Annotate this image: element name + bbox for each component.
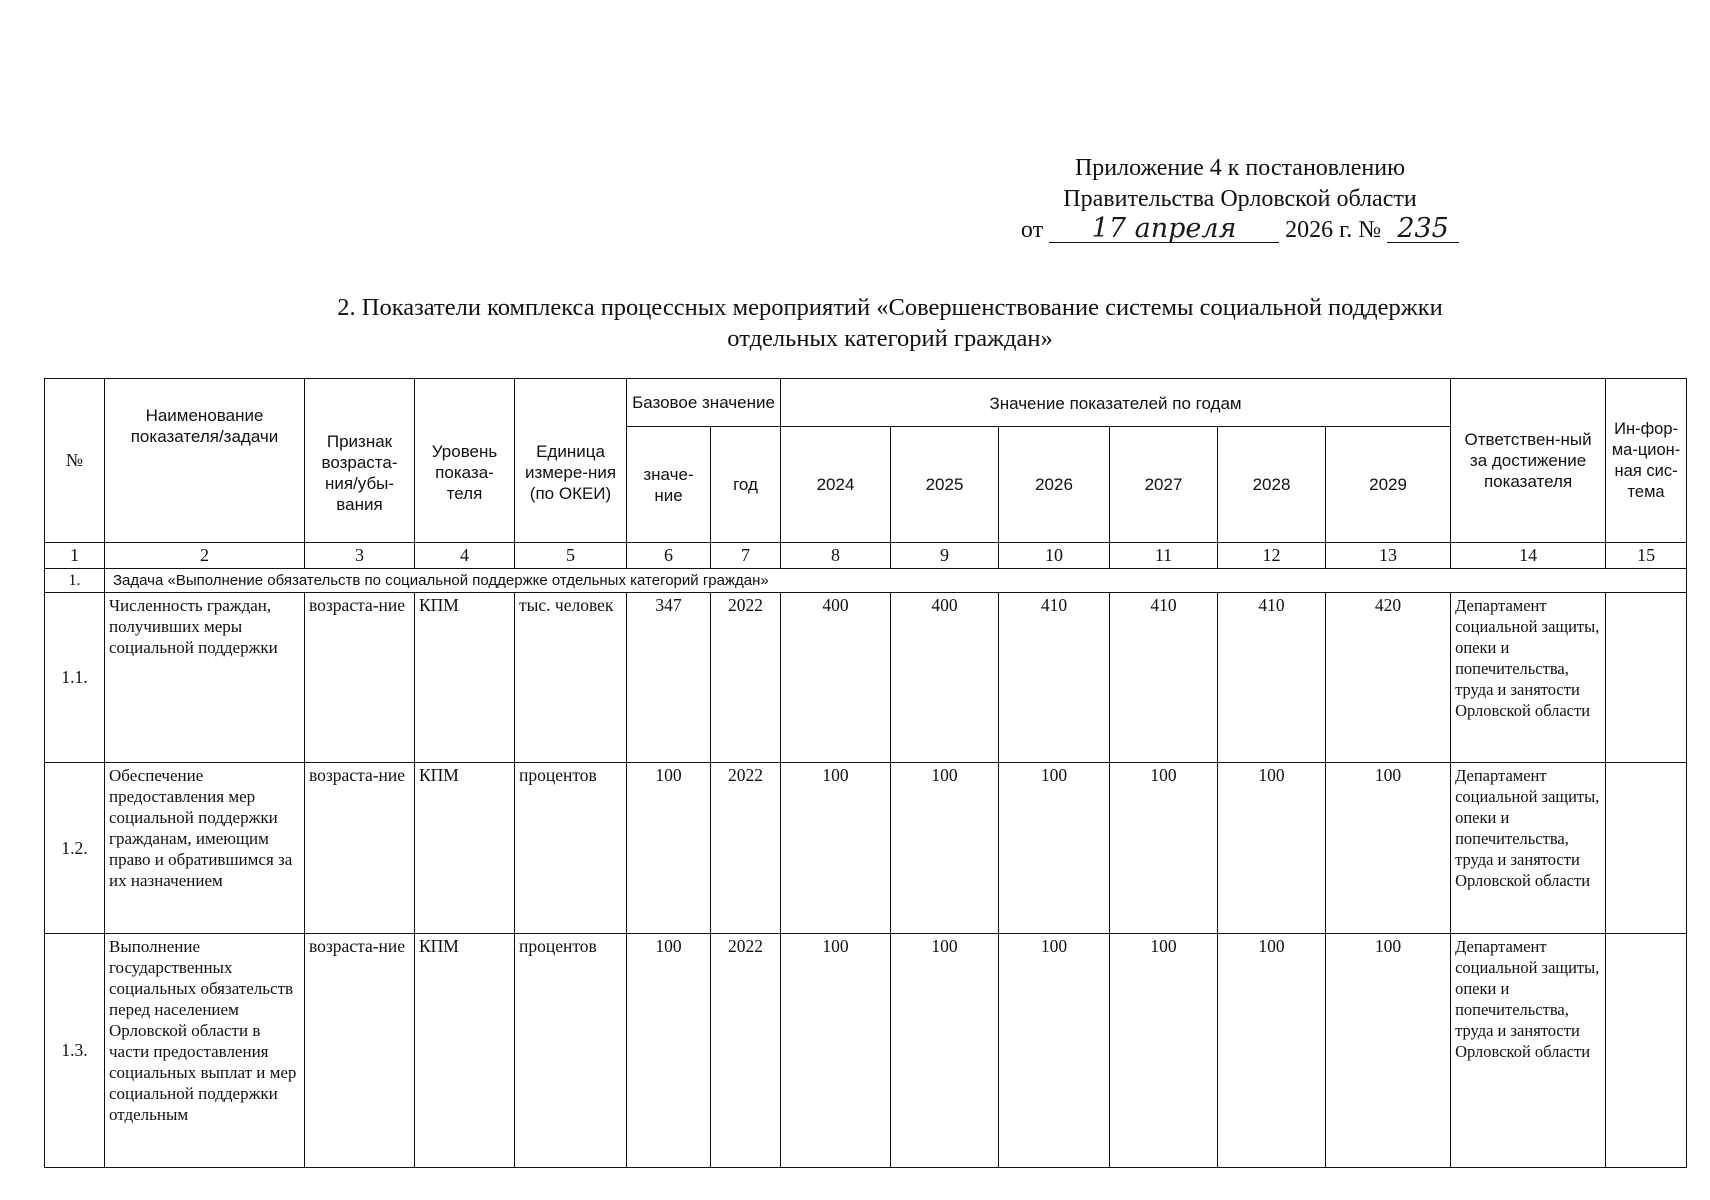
header-2026: 2026	[999, 427, 1110, 543]
row-base-year: 2022	[711, 763, 781, 933]
colnum: 4	[415, 543, 515, 569]
row-trend: возраста-ние	[305, 763, 415, 933]
colnum: 9	[891, 543, 999, 569]
row-info-system	[1606, 933, 1687, 1167]
header-base-value: значе-ние	[627, 427, 711, 543]
header-2024: 2024	[781, 427, 891, 543]
header-responsible: Ответствен-ный за достижение показателя	[1451, 379, 1606, 543]
row-2027: 100	[1110, 763, 1218, 933]
header-info-system: Ин-фор-ма-цион-ная сис-тема	[1606, 379, 1687, 543]
handwritten-number: 235	[1387, 216, 1459, 243]
header-2025: 2025	[891, 427, 999, 543]
row-2026: 410	[999, 593, 1110, 763]
row-2029: 420	[1326, 593, 1451, 763]
colnum: 1	[45, 543, 105, 569]
row-trend: возраста-ние	[305, 933, 415, 1167]
appendix-date-line	[1000, 215, 1480, 246]
row-base-year: 2022	[711, 933, 781, 1167]
row-base-value: 100	[627, 763, 711, 933]
row-info-system	[1606, 593, 1687, 763]
row-2028: 100	[1218, 763, 1326, 933]
year-text: 2026 г. №	[1285, 217, 1382, 243]
row-2025: 100	[891, 763, 999, 933]
row-level: КПМ	[415, 593, 515, 763]
colnum: 12	[1218, 543, 1326, 569]
colnum: 6	[627, 543, 711, 569]
table-row	[45, 593, 1687, 763]
row-2024: 100	[781, 763, 891, 933]
row-2024: 100	[781, 933, 891, 1167]
table-row	[45, 933, 1687, 1167]
colnum: 13	[1326, 543, 1451, 569]
colnum: 5	[515, 543, 627, 569]
task-row	[45, 569, 1687, 593]
indicators-table	[44, 378, 1687, 1168]
colnum: 10	[999, 543, 1110, 569]
handwritten-date: 17 апреля	[1049, 216, 1279, 243]
appendix-line-2: Правительства Орловской области	[1063, 186, 1417, 212]
appendix-line-1: Приложение 4 к постановлению	[1074, 155, 1406, 181]
row-trend: возраста-ние	[305, 593, 415, 763]
row-num: 1.1.	[45, 593, 105, 763]
row-num: 1.3.	[45, 933, 105, 1167]
row-responsible: Департамент социальной защиты, опеки и попечительства, труда и занятости Орловской области	[1451, 933, 1606, 1167]
header-base: Базовое значение	[627, 379, 781, 427]
row-name: Численность граждан, получивших меры социальной поддержки	[105, 593, 305, 763]
colnum: 15	[1606, 543, 1687, 569]
task-num: 1.	[45, 569, 105, 593]
row-unit: процентов	[515, 763, 627, 933]
row-2029: 100	[1326, 933, 1451, 1167]
header-level: Уровень показа-теля	[415, 379, 515, 543]
row-2026: 100	[999, 763, 1110, 933]
colnum: 3	[305, 543, 415, 569]
colnum: 14	[1451, 543, 1606, 569]
row-unit: процентов	[515, 933, 627, 1167]
row-2025: 400	[891, 593, 999, 763]
row-name: Обеспечение предоставления мер социальной поддержки гражданам, имеющим право и обратившимся за их назначением	[105, 763, 305, 933]
row-level: КПМ	[415, 933, 515, 1167]
document-title	[180, 292, 1600, 354]
colnum: 2	[105, 543, 305, 569]
row-2029: 100	[1326, 763, 1451, 933]
header-years-group: Значение показателей по годам	[781, 379, 1451, 427]
header-base-year: год	[711, 427, 781, 543]
row-num: 1.2.	[45, 763, 105, 933]
header-trend: Признак возраста-ния/убы-вания	[305, 379, 415, 543]
colnum: 8	[781, 543, 891, 569]
row-2026: 100	[999, 933, 1110, 1167]
title-line-2: отдельных категорий граждан»	[727, 325, 1053, 352]
row-unit: тыс. человек	[515, 593, 627, 763]
header-unit: Единица измере-ния (по ОКЕИ)	[515, 379, 627, 543]
row-2027: 410	[1110, 593, 1218, 763]
column-number-row	[45, 543, 1687, 569]
row-responsible: Департамент социальной защиты, опеки и попечительства, труда и занятости Орловской области	[1451, 763, 1606, 933]
row-2028: 100	[1218, 933, 1326, 1167]
header-name: Наименование показателя/задачи	[105, 379, 305, 543]
row-base-year: 2022	[711, 593, 781, 763]
row-2027: 100	[1110, 933, 1218, 1167]
row-base-value: 100	[627, 933, 711, 1167]
colnum: 7	[711, 543, 781, 569]
header-2028: 2028	[1218, 427, 1326, 543]
header-2029: 2029	[1326, 427, 1451, 543]
title-line-1: 2. Показатели комплекса процессных мероприятий «Совершенствование системы социальной поддержки	[337, 294, 1443, 321]
row-level: КПМ	[415, 763, 515, 933]
row-name: Выполнение государственных социальных обязательств перед населением Орловской области в части предоставления социальных выплат и мер социальной поддержки отдельным	[105, 933, 305, 1167]
date-prefix: от	[1020, 217, 1044, 243]
table-row	[45, 763, 1687, 933]
row-2028: 410	[1218, 593, 1326, 763]
colnum: 11	[1110, 543, 1218, 569]
row-info-system	[1606, 763, 1687, 933]
appendix-header	[1000, 153, 1480, 246]
row-2025: 100	[891, 933, 999, 1167]
row-responsible: Департамент социальной защиты, опеки и попечительства, труда и занятости Орловской области	[1451, 593, 1606, 763]
row-2024: 400	[781, 593, 891, 763]
header-num: №	[45, 379, 105, 543]
task-text: Задача «Выполнение обязательств по социальной поддержке отдельных категорий граждан»	[105, 569, 1687, 593]
row-base-value: 347	[627, 593, 711, 763]
header-row-1	[45, 379, 1687, 427]
header-2027: 2027	[1110, 427, 1218, 543]
